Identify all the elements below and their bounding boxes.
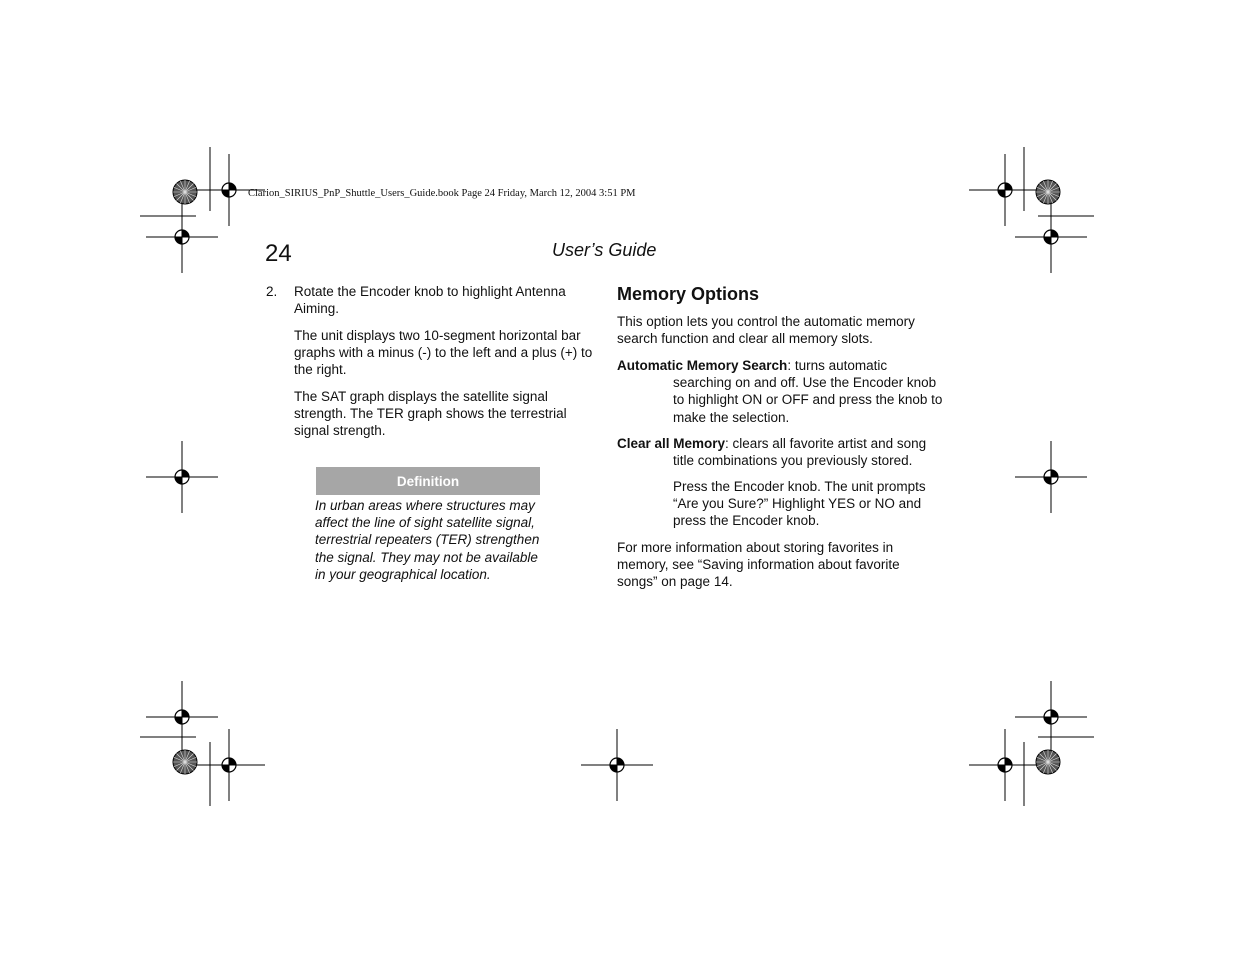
paragraph-bar-graphs: The unit displays two 10-segment horizontal bar graphs with a minus (-) to the left and a plus (+) to the right. bbox=[294, 328, 593, 378]
running-title: User’s Guide bbox=[552, 240, 657, 260]
term-automatic-memory-search: Automatic Memory Search bbox=[617, 358, 788, 373]
step-text: Rotate the Encoder knob to highlight Antenna Aiming. bbox=[294, 284, 566, 317]
term-description: searching on and off. Use the Encoder knob to highlight ON or OFF and press the knob to make the selection. bbox=[673, 375, 943, 425]
term-clear-all-memory: Clear all Memory bbox=[617, 436, 726, 451]
term-lead: : clears all favorite artist and song bbox=[725, 436, 927, 451]
term-lead: : turns automatic bbox=[787, 358, 888, 373]
step-number: 2. bbox=[266, 284, 278, 299]
section-title: Memory Options bbox=[617, 284, 760, 304]
paragraph-sat-ter: The SAT graph displays the satellite signal strength. The TER graph shows the terrestrial signal strength. bbox=[294, 389, 567, 439]
page-number: 24 bbox=[265, 240, 292, 267]
more-info-text: For more information about storing favorites in memory, see “Saving information about favorite songs” on page 14. bbox=[617, 540, 900, 590]
definition-text: In urban areas where structures may affect the line of sight satellite signal, terrestrial repeaters (TER) strengthen the signal. They may not be available in your geographical location. bbox=[315, 498, 540, 582]
clear-all-memory-entry bbox=[617, 435, 947, 469]
press-encoder-text: Press the Encoder knob. The unit prompts “Are you Sure?” Highlight YES or NO and press the Encoder knob. bbox=[673, 479, 926, 529]
definition-heading: Definition bbox=[316, 467, 540, 495]
section-intro: This option lets you control the automatic memory search function and clear all memory slots. bbox=[617, 314, 915, 347]
term-description: title combinations you previously stored. bbox=[673, 453, 913, 469]
book-file-header: Clarion_SIRIUS_PnP_Shuttle_Users_Guide.book Page 24 Friday, March 12, 2004 3:51 PM bbox=[248, 188, 636, 199]
auto-memory-search-entry bbox=[617, 357, 947, 426]
